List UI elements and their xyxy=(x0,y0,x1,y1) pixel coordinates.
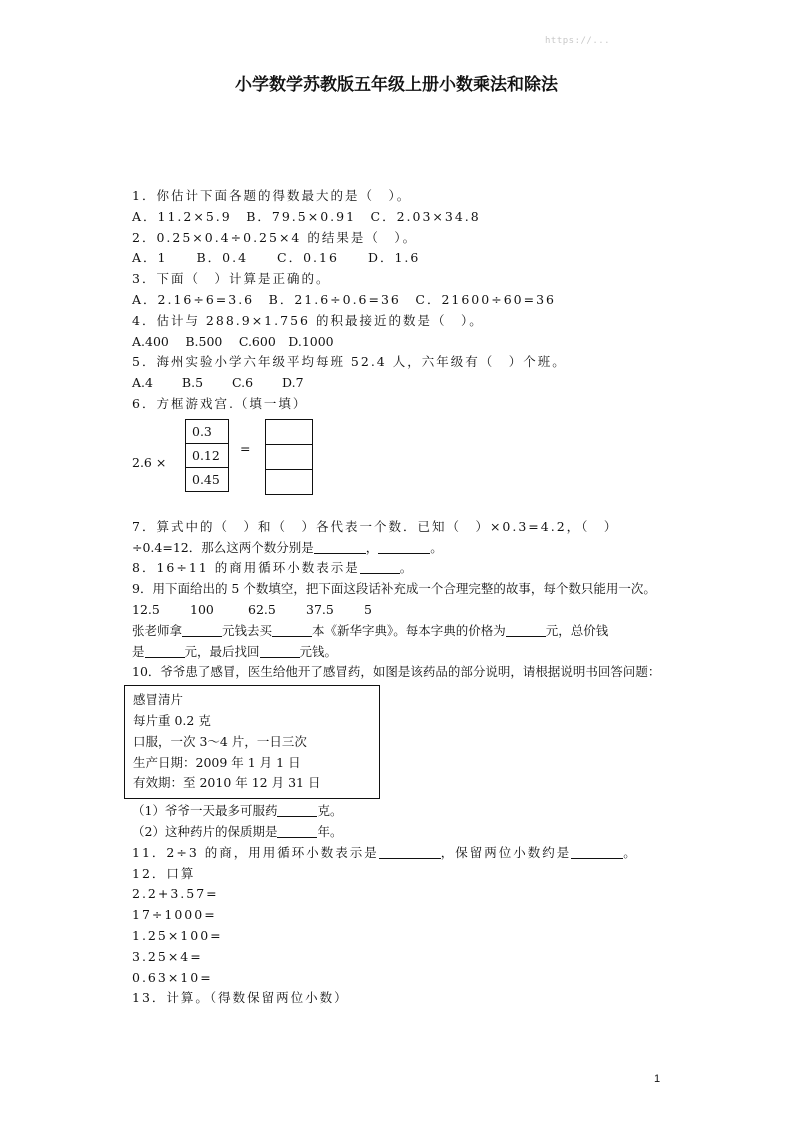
q12-item: 3.25×4= xyxy=(132,948,203,964)
q9-story-text: 本《新华字典》。每本字典的价格为 xyxy=(312,622,506,638)
q13-stem: 13．计算。（得数保留两位小数） xyxy=(132,990,349,1006)
q6-answer-cell[interactable] xyxy=(266,420,312,445)
q4-options: A.400 B.500 C.600 D.1000 xyxy=(132,333,334,349)
q9-story-line1 xyxy=(132,621,662,642)
medicine-production-date: 生产日期：2009 年 1 月 1 日 xyxy=(133,754,301,770)
q6-factor-column xyxy=(185,419,229,492)
q6-box-game xyxy=(132,419,662,507)
q1-stem: 1．你估计下面各题的得数最大的是（ ）。 xyxy=(132,188,412,203)
answer-blank[interactable] xyxy=(314,540,366,554)
watermark: https://... xyxy=(545,36,611,46)
medicine-dosage: 口服，一次 3～4 片，一日三次 xyxy=(133,733,307,749)
q10-stem: 10．爷爷患了感冒，医生给他开了感冒药，如图是该药品的部分说明，请根据说明书回答问题： xyxy=(132,664,661,680)
q7-end: 。 xyxy=(430,539,443,555)
q9-story-line2 xyxy=(132,642,662,663)
medicine-label-box xyxy=(124,685,380,799)
q6-factor-cell: 0.3 xyxy=(186,420,228,444)
q6-factor-cell: 0.45 xyxy=(192,471,220,487)
q9-story-text: 张老师拿 xyxy=(132,622,183,638)
q5-options: A.4 B.5 C.6 D.7 xyxy=(132,375,304,391)
q6-answer-cell[interactable] xyxy=(266,470,312,494)
q7-separator: ， xyxy=(365,539,379,555)
q8-line xyxy=(132,558,662,579)
q2-options: A．1 B．0.4 C．0.16 D．1.6 xyxy=(132,250,421,266)
q3-stem: 3．下面（ ）计算是正确的。 xyxy=(132,271,331,287)
q9-stem: 9．用下面给出的 5 个数填空，把下面这段话补充成一个合理完整的故事，每个数只能用一次。 xyxy=(132,581,656,597)
q9-story-text: 元钱去买 xyxy=(222,622,273,638)
answer-blank[interactable] xyxy=(277,803,317,817)
medicine-weight: 每片重 0.2 克 xyxy=(133,712,211,728)
q9-number: 62.5 xyxy=(248,601,276,617)
q9-story-text: 元，最后找回 xyxy=(184,643,260,659)
page-number: 1 xyxy=(654,1073,661,1085)
q9-story-text: 元钱。 xyxy=(299,643,338,659)
answer-blank[interactable] xyxy=(506,623,546,637)
q10-sub-text: 年。 xyxy=(317,823,343,839)
answer-blank[interactable] xyxy=(272,623,312,637)
q9-number: 37.5 xyxy=(306,601,334,617)
q6-multiplier: 2.6 × xyxy=(132,454,167,470)
answer-blank[interactable] xyxy=(182,623,222,637)
q11-end: 。 xyxy=(623,844,638,860)
q8-end: 。 xyxy=(399,560,415,576)
q1-options: A．11.2×5.9 B．79.5×0.91 C．2.03×34.8 xyxy=(132,208,481,224)
q7-text: ÷0.4=12．那么这两个数分别是 xyxy=(132,539,314,555)
q11-line xyxy=(132,843,662,864)
q9-number: 100 xyxy=(190,601,214,617)
answer-blank[interactable] xyxy=(277,824,317,838)
q6-equals: = xyxy=(240,440,251,456)
q6-answer-column xyxy=(265,419,313,495)
q12-item: 2.2+3.57= xyxy=(132,886,219,902)
q10-sub2 xyxy=(132,822,662,843)
q5-stem: 5．海州实验小学六年级平均每班 52.4 人，六年级有（ ）个班。 xyxy=(132,354,567,370)
medicine-name: 感冒清片 xyxy=(133,692,184,708)
q12-item: 0.63×10= xyxy=(132,969,213,985)
q3-options: A．2.16÷6=3.6 B．21.6÷0.6=36 C．21600÷60=36 xyxy=(132,291,556,307)
q10-sub-text: 克。 xyxy=(317,803,343,819)
q6-factor-cell: 0.12 xyxy=(186,444,228,468)
answer-blank[interactable] xyxy=(145,644,185,658)
q9-number-list xyxy=(132,600,662,621)
q12-item: 17÷1000= xyxy=(132,907,217,923)
answer-blank[interactable] xyxy=(360,560,400,574)
q7-line1: 7．算式中的（ ）和（ ）各代表一个数．已知（ ）×0.3=4.2，（ ） xyxy=(132,518,619,534)
q10-sub-text: （2）这种药片的保质期是 xyxy=(132,823,278,839)
q11-text: 11．2÷3 的商，用用循环小数表示是 xyxy=(132,844,379,860)
medicine-expiry-date: 有效期：至 2010 年 12 月 31 日 xyxy=(133,775,321,791)
q9-story-text: 是 xyxy=(132,643,145,659)
q9-story-text: 元，总价钱 xyxy=(545,622,609,638)
q12-stem: 12．口算 xyxy=(132,865,196,881)
q10-sub1 xyxy=(132,801,662,822)
q9-number: 5 xyxy=(364,601,372,617)
q10-sub-text: （1）爷爷一天最多可服药 xyxy=(132,803,278,819)
q6-stem: 6．方框游戏宫.（填一填） xyxy=(132,395,308,411)
answer-blank[interactable] xyxy=(571,845,623,859)
answer-blank[interactable] xyxy=(379,845,441,859)
q4-stem: 4．估计与 288.9×1.756 的积最接近的数是（ ）。 xyxy=(132,312,484,328)
q2-stem: 2．0.25×0.4÷0.25×4 的结果是（ ）。 xyxy=(132,229,418,245)
q12-item: 1.25×100= xyxy=(132,927,223,943)
answer-blank[interactable] xyxy=(260,644,300,658)
q7-line2 xyxy=(132,538,662,559)
q6-answer-cell[interactable] xyxy=(266,445,312,470)
page-title: 小学数学苏教版五年级上册小数乘法和除法 xyxy=(235,75,558,95)
question-list xyxy=(132,186,662,1009)
answer-blank[interactable] xyxy=(378,540,430,554)
q9-number: 12.5 xyxy=(132,601,160,617)
q8-text: 8．16÷11 的商用循环小数表示是 xyxy=(132,560,360,576)
q11-text: ，保留两位小数约是 xyxy=(440,844,572,860)
